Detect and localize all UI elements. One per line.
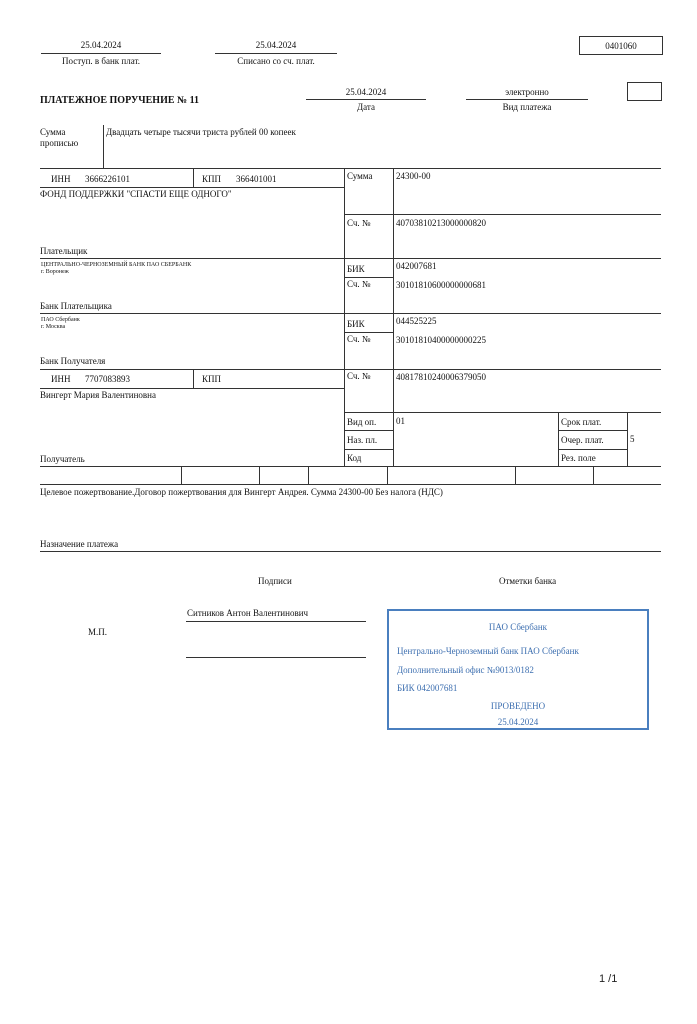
code-label: Код [347, 453, 362, 463]
divider [558, 412, 559, 467]
payer-inn: 3666226101 [85, 174, 130, 184]
payer-kpp: 366401001 [236, 174, 277, 184]
purpose-code-label: Наз. пл. [347, 435, 378, 445]
payer-bank-label: Банк Плательщика [40, 301, 112, 311]
priority-value: 5 [630, 434, 635, 444]
form-code: 0401060 [605, 41, 637, 51]
signature-line [186, 621, 366, 622]
payer-label: Плательщик [40, 246, 88, 256]
amount-label: Сумма [347, 171, 373, 181]
divider [466, 99, 588, 100]
divider [40, 168, 661, 169]
stamp-branch: Центрально-Черноземный банк ПАО Сбербанк [397, 646, 579, 656]
divider [306, 99, 426, 100]
recipient-label: Получатель [40, 454, 85, 464]
divider [193, 168, 194, 187]
payer-bik-label: БИК [347, 264, 365, 274]
recipient-name: Вингерт Мария Валентиновна [40, 390, 156, 400]
recipient-bank-label: Банк Получателя [40, 356, 106, 366]
divider [41, 53, 161, 54]
due-label: Срок плат. [561, 417, 602, 427]
reserve-label: Рез. поле [561, 453, 596, 463]
received-label: Поступ. в банк плат. [62, 56, 140, 66]
payment-type-label: Вид платежа [502, 102, 552, 112]
divider [215, 53, 337, 54]
divider [344, 449, 393, 450]
divider [40, 369, 661, 370]
divider [344, 332, 393, 333]
priority-label: Очер. плат. [561, 435, 604, 445]
divider [40, 466, 661, 467]
stamp-bank: ПАО Сбербанк [488, 622, 548, 632]
divider [40, 258, 661, 259]
payer-name: ФОНД ПОДДЕРЖКИ "СПАСТИ ЕЩЕ ОДНОГО" [40, 189, 232, 199]
divider [344, 168, 345, 467]
stamp-bik: БИК 042007681 [397, 683, 458, 693]
divider [308, 466, 309, 484]
purpose-text: Целевое пожертвование.Договор пожертвования для Вингерт Андрея. Сумма 24300-00 Без налога (НДС) [40, 487, 443, 497]
stamp-office: Дополнительный офис №9013/0182 [397, 665, 534, 675]
divider [344, 430, 393, 431]
divider [558, 449, 627, 450]
divider [593, 466, 594, 484]
bank-marks-label: Отметки банка [499, 576, 557, 586]
signatures-label: Подписи [258, 576, 292, 586]
divider [40, 484, 661, 485]
recipient-bank-account-label: Сч. № [347, 334, 371, 344]
stamp-date: 25.04.2024 [497, 717, 539, 727]
divider [627, 412, 628, 467]
order-date-label: Дата [357, 102, 375, 112]
recipient-account: 40817810240006379050 [396, 372, 486, 382]
debited-date: 25.04.2024 [255, 40, 297, 50]
divider [40, 187, 344, 188]
stamp-status: ПРОВЕДЕНО [490, 701, 546, 711]
received-date: 25.04.2024 [80, 40, 122, 50]
amount-words-value: Двадцать четыре тысячи триста рублей 00 копеек [106, 127, 296, 137]
divider [40, 313, 661, 314]
form-code-box [579, 36, 663, 55]
recipient-bank-city: г. Москва [41, 324, 66, 330]
bank-stamp [387, 609, 649, 730]
divider [40, 388, 344, 389]
divider [103, 125, 104, 168]
divider [40, 551, 661, 552]
payer-bank-account: 30101810600000000681 [396, 280, 486, 290]
divider [387, 466, 388, 484]
payer-bank-city: г. Воронеж [41, 269, 69, 275]
signer-name: Ситников Антон Валентинович [187, 608, 309, 618]
amount-value: 24300-00 [396, 171, 431, 181]
op-type-label: Вид оп. [347, 417, 377, 427]
recipient-bik-label: БИК [347, 319, 365, 329]
divider [344, 214, 661, 215]
payer-account-label: Сч. № [347, 218, 371, 228]
debited-label: Списано со сч. плат. [237, 56, 315, 66]
order-date: 25.04.2024 [345, 87, 387, 97]
payer-bank-name: ЦЕНТРАЛЬНО-ЧЕРНОЗЕМНЫЙ БАНК ПАО СБЕРБАНК [41, 262, 192, 268]
recipient-account-label: Сч. № [347, 371, 371, 381]
seal-label: М.П. [88, 627, 108, 637]
purpose-label: Назначение платежа [40, 539, 119, 549]
divider [181, 466, 182, 484]
payer-inn-label: ИНН [51, 174, 71, 184]
recipient-bank-name: ПАО Сбербанк [41, 317, 80, 323]
page-indicator: 1 /1 [599, 973, 618, 985]
payment-type: электронно [505, 87, 549, 97]
recipient-inn: 7707083893 [85, 374, 130, 384]
divider [344, 277, 393, 278]
divider [393, 168, 394, 467]
payer-bank-account-label: Сч. № [347, 279, 371, 289]
payer-bik: 042007681 [396, 261, 437, 271]
signature-line [186, 657, 366, 658]
divider [558, 430, 627, 431]
divider [193, 369, 194, 388]
divider [515, 466, 516, 484]
divider [344, 412, 661, 413]
document-title: ПЛАТЕЖНОЕ ПОРУЧЕНИЕ № 11 [40, 95, 200, 106]
divider [259, 466, 260, 484]
recipient-bik: 044525225 [396, 316, 437, 326]
recipient-bank-account: 30101810400000000225 [396, 335, 486, 345]
amount-words-label-1: Сумма [40, 127, 66, 137]
payer-kpp-label: КПП [202, 174, 222, 184]
recipient-kpp-label: КПП [202, 374, 222, 384]
amount-words-label-2: прописью [40, 138, 79, 148]
empty-code-box [627, 82, 662, 101]
op-type: 01 [396, 416, 405, 426]
payer-account: 40703810213000000820 [396, 218, 486, 228]
recipient-inn-label: ИНН [51, 374, 71, 384]
